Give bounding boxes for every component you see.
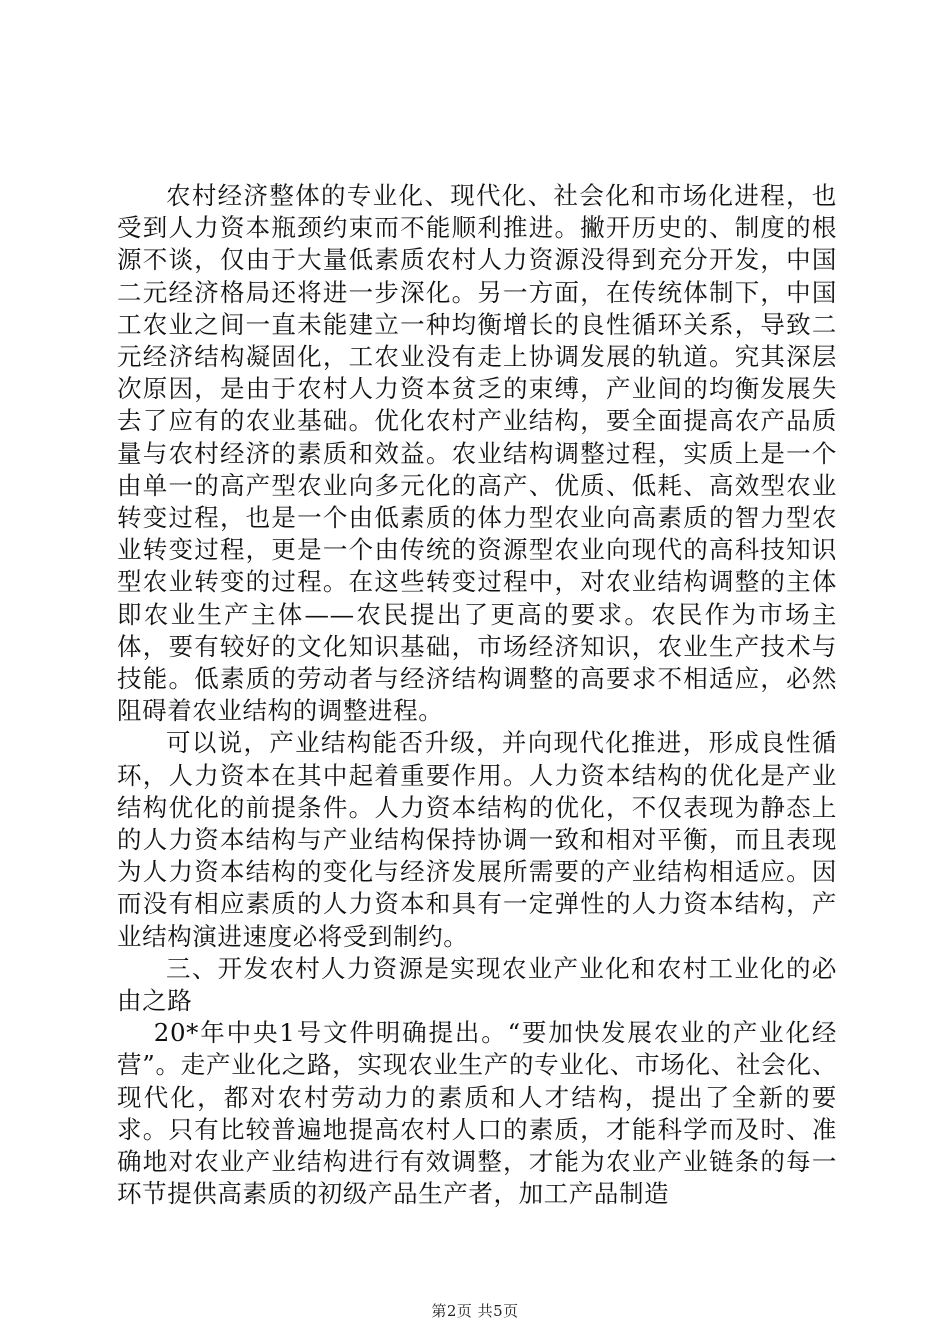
paragraph-industrialization-path: 20*年中央1号文件明确提出。“要加快发展农业的产业化经营”。走产业化之路，实现农业生产的专业化、市场化、社会化、现代化，都对农村劳动力的素质和人才结构，提出了全新的要求。只有比较普遍地提高农村人口的素质，才能科学而及时、准确地对农业产业结构进行有效调整，才能为农业产业链条的每一环节提供高素质的初级产品生产者，加工产品制造 (117, 1018, 837, 1209)
page-footer: 第2页 共5页 (431, 1302, 519, 1320)
section-heading-three: 三、开发农村人力资源是实现农业产业化和农村工业化的必由之路 (117, 953, 837, 1016)
paragraph-industrial-structure: 可以说，产业结构能否升级，并向现代化推进，形成良性循环，人力资本在其中起着重要作用。人力资本结构的优化是产业结构优化的前提条件。人力资本结构的优化，不仅表现为静态上的人力资本结构与产业结构保持协调一致和相对平衡，而且表现为人力资本结构的变化与经济发展所需要的产业结构相适应。因而没有相应素质的人力资本和具有一定弹性的人力资本结构，产业结构演进速度必将受到制约。 (117, 728, 837, 951)
document-body (117, 180, 837, 1211)
paragraph-human-capital-bottleneck: 农村经济整体的专业化、现代化、社会化和市场化进程，也受到人力资本瓶颈约束而不能顺利推进。撇开历史的、制度的根源不谈，仅由于大量低素质农村人力资源没得到充分开发，中国二元经济格局还将进一步深化。另一方面，在传统体制下，中国工农业之间一直未能建立一种均衡增长的良性循环关系，导致二元经济结构凝固化，工农业没有走上协调发展的轨道。究其深层次原因，是由于农村人力资本贫乏的束缚，产业间的均衡发展失去了应有的农业基础。优化农村产业结构，要全面提高农产品质量与农村经济的素质和效益。农业结构调整过程，实质上是一个由单一的高产型农业向多元化的高产、优质、低耗、高效型农业转变过程，也是一个由低素质的体力型农业向高素质的智力型农业转变过程，更是一个由传统的资源型农业向现代的高科技知识型农业转变的过程。在这些转变过程中，对农业结构调整的主体即农业生产主体——农民提出了更高的要求。农民作为市场主体，要有较好的文化知识基础，市场经济知识，农业生产技术与技能。低素质的劳动者与经济结构调整的高要求不相适应，必然阻碍着农业结构的调整进程。 (117, 181, 837, 726)
